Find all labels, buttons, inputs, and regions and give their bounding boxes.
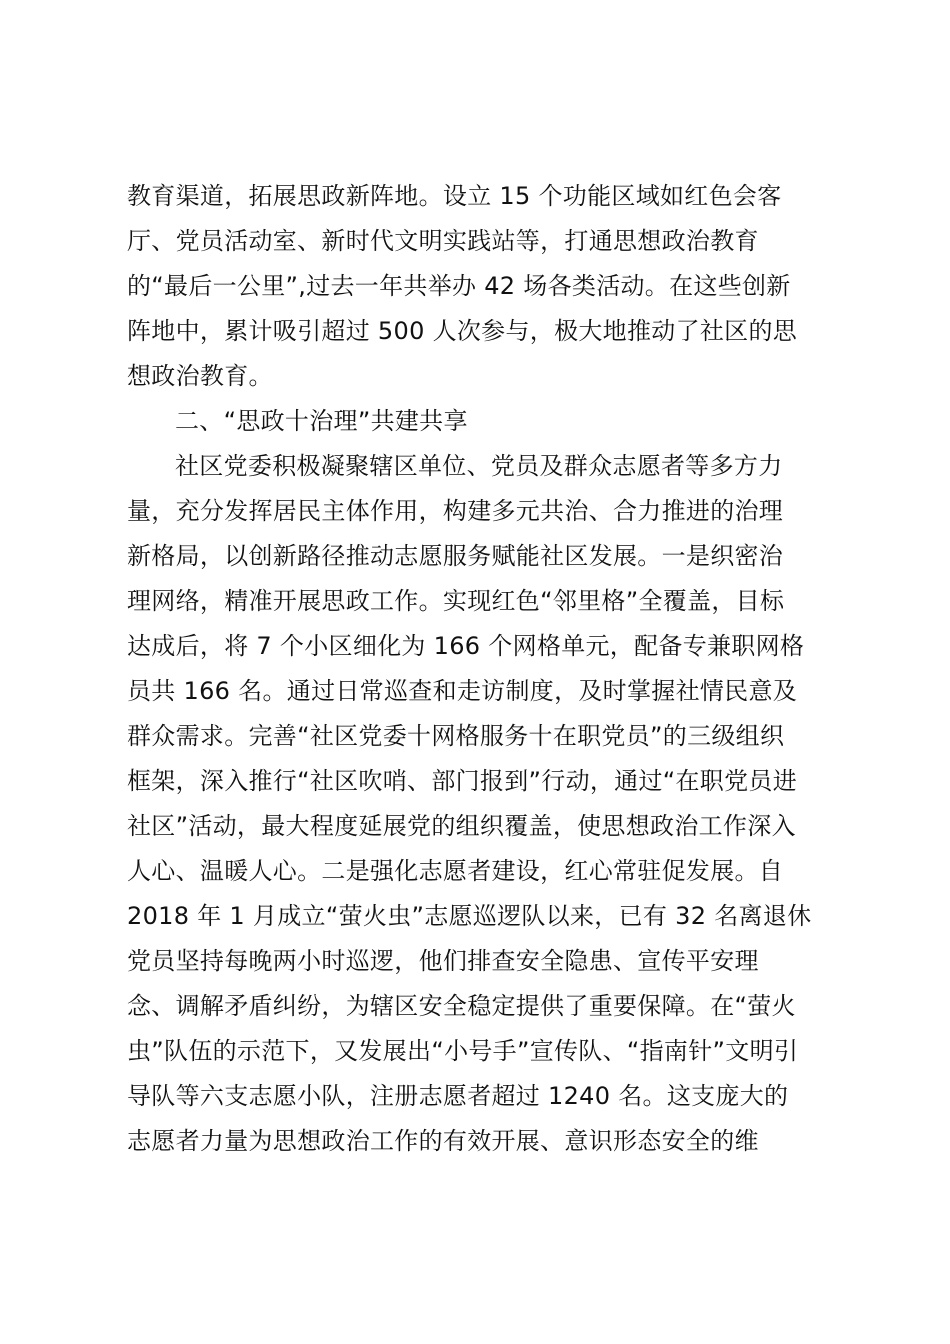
text-line: 虫”队伍的示范下，又发展出“小号手”宣传队、“指南针”文明引 [127,1037,799,1065]
text-line: 阵地中，累计吸引超过 500 人次参与，极大地推动了社区的思 [127,317,798,345]
text-line: 量，充分发挥居民主体作用，构建多元共治、合力推进的治理 [127,497,784,525]
text-line: 框架，深入推行“社区吹哨、部门报到”行动，通过“在职党员进 [127,767,797,795]
text-line: 的“最后一公里”,过去一年共举办 42 场各类活动。在这些创新 [127,272,791,300]
text-line: 社区”活动，最大程度延展党的组织覆盖，使思想政治工作深入 [127,812,796,840]
text-line: 厅、党员活动室、新时代文明实践站等，打通思想政治教育 [127,227,759,255]
text-line: 群众需求。完善“社区党委十网格服务十在职党员”的三级组织 [127,722,785,750]
text-line: 新格局，以创新路径推动志愿服务赋能社区发展。一是织密治 [127,542,784,570]
text-line: 党员坚持每晚两小时巡逻，他们排查安全隐患、宣传平安理 [127,947,759,975]
body-text [127,174,847,1164]
text-line: 念、调解矛盾纠纷，为辖区安全稳定提供了重要保障。在“萤火 [127,992,796,1020]
text-line: 2018 年 1 月成立“萤火虫”志愿巡逻队以来，已有 32 名离退休 [127,902,812,930]
section-heading: 二、“思政十治理”共建共享 [175,407,468,435]
text-line: 志愿者力量为思想政治工作的有效开展、意识形态安全的维 [127,1127,759,1155]
text-line: 员共 166 名。通过日常巡查和走访制度，及时掌握社情民意及 [127,677,798,705]
paragraph-first-line: 社区党委积极凝聚辖区单位、党员及群众志愿者等多方力 [175,452,783,480]
text-line: 达成后，将 7 个小区细化为 166 个网格单元，配备专兼职网格 [127,632,805,660]
text-line: 人心、温暖人心。二是强化志愿者建设，红心常驻促发展。自 [127,857,784,885]
text-line: 理网络，精准开展思政工作。实现红色“邻里格”全覆盖，目标 [127,587,785,615]
text-line: 教育渠道，拓展思政新阵地。设立 15 个功能区域如红色会客 [127,182,782,210]
text-line: 导队等六支志愿小队，注册志愿者超过 1240 名。这支庞大的 [127,1082,789,1110]
text-line: 想政治教育。 [127,362,273,390]
